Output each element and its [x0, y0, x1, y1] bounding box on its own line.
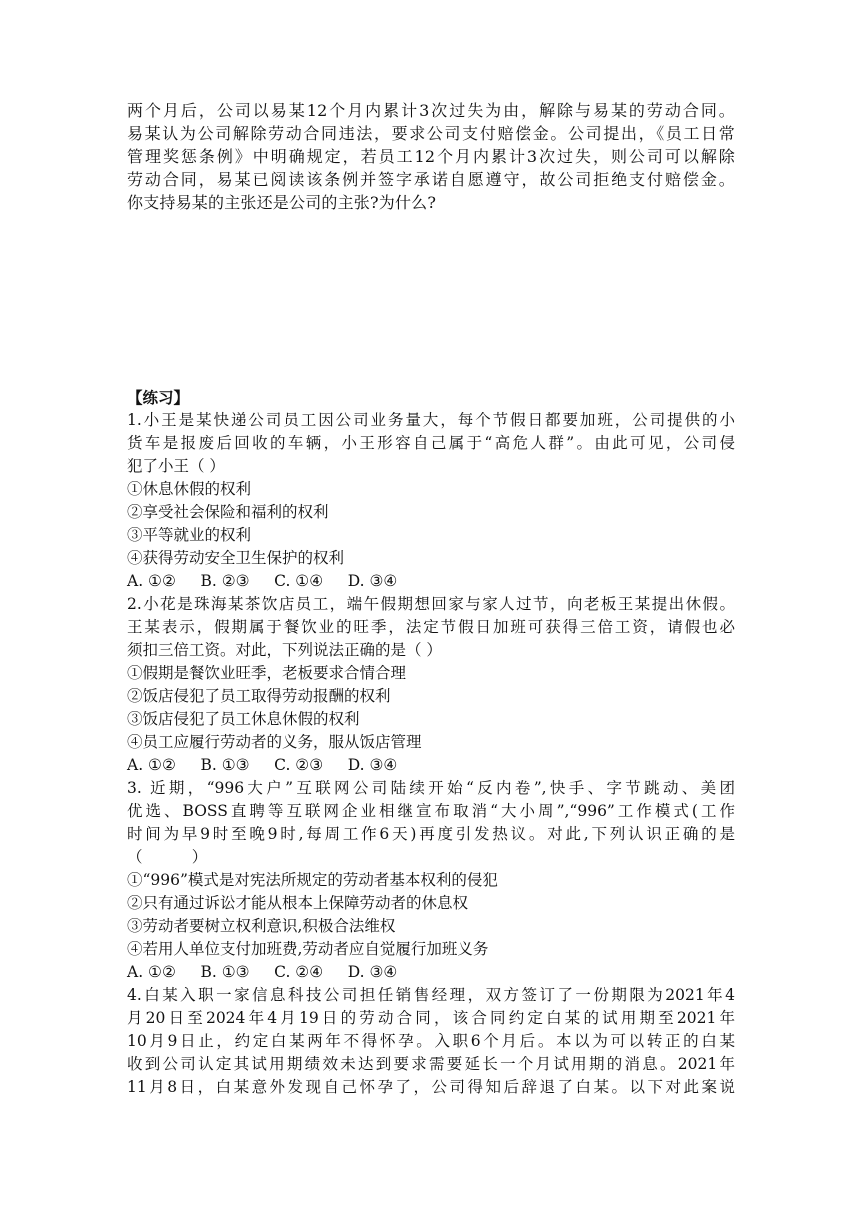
- intro-question: 你支持易某的主张还是公司的主张?为什么?: [127, 193, 437, 212]
- q4-stem-line-4: 收到公司认定其试用期绩效未达到要求需要延长一个月试用期的消息。2021年: [127, 1055, 735, 1073]
- q3-item-2: ②只有通过诉讼才能从根本上保障劳动者的休息权: [127, 894, 469, 912]
- q2-options: A. ①② B. ①③ C. ②③ D. ③④: [127, 756, 398, 774]
- q3-stem-line-1: 3. 近期，“996大户”互联网公司陆续开始“反内卷”,快手、字节跳动、美团: [127, 779, 735, 797]
- q1-options: A. ①② B. ②③ C. ①④ D. ③④: [127, 572, 398, 590]
- q2-item-2: ②饭店侵犯了员工取得劳动报酬的权利: [127, 687, 391, 705]
- q4-stem-line-5: 11月8日，白某意外发现自己怀孕了，公司得知后辞退了白某。以下对此案说: [127, 1078, 735, 1096]
- q2-stem-line-3: 须扣三倍工资。对此，下列说法正确的是（ ）: [127, 641, 442, 659]
- q2-stem-line-2: 王某表示，假期属于餐饮业的旺季，法定节假日加班可获得三倍工资，请假也必: [127, 618, 735, 636]
- q2-item-4: ④员工应履行劳动者的义务，服从饭店管理: [127, 733, 422, 751]
- question-3: [127, 777, 735, 984]
- q3-stem-line-3: 时间为早9时至晚9时,每周工作6天)再度引发热议。对此,下列认识正确的是: [127, 825, 735, 843]
- intro-case: [127, 99, 735, 214]
- q3-options: A. ①② B. ①③ C. ②④ D. ③④: [127, 963, 398, 981]
- q3-item-4: ④若用人单位支付加班费,劳动者应自觉履行加班义务: [127, 940, 489, 958]
- q2-item-1: ①假期是餐饮业旺季，老板要求合情合理: [127, 664, 407, 682]
- q4-stem-line-3: 10月9日止，约定白某两年不得怀孕。入职6个月后。本以为可以转正的白某: [127, 1032, 735, 1050]
- q3-stem-line-2: 优选、BOSS直聘等互联网企业相继宣布取消“大小周”,“996”工作模式(工作: [127, 802, 735, 820]
- q4-stem-line-1: 4.白某入职一家信息科技公司担任销售经理，双方签订了一份期限为2021年4: [127, 986, 735, 1004]
- intro-line-3: 管理奖惩条例》中明确规定，若员工12个月内累计3次过失，则公司可以解除: [127, 147, 735, 166]
- q3-item-3: ③劳动者要树立权利意识,积极合法维权: [127, 917, 396, 935]
- q1-stem-line-2: 货车是报废后回收的车辆，小王形容自己属于“高危人群”。由此可见，公司侵: [127, 434, 735, 452]
- q1-item-3: ③平等就业的权利: [127, 526, 252, 544]
- question-4: [127, 984, 735, 1099]
- intro-line-2: 易某认为公司解除劳动合同违法，要求公司支付赔偿金。公司提出，《员工日常: [127, 124, 735, 143]
- question-2: [127, 593, 735, 777]
- q1-item-1: ①休息休假的权利: [127, 480, 252, 498]
- q2-item-3: ③饭店侵犯了员工休息休假的权利: [127, 710, 360, 728]
- question-1: [127, 409, 735, 593]
- q1-item-4: ④获得劳动安全卫生保护的权利: [127, 549, 345, 567]
- q3-stem-line-4: （ ）: [127, 848, 208, 866]
- q1-item-2: ②享受社会保险和福利的权利: [127, 503, 329, 521]
- q2-stem-line-1: 2.小花是珠海某茶饮店员工，端午假期想回家与家人过节，向老板王某提出休假。: [127, 595, 735, 613]
- practice-heading: 【练习】: [127, 388, 190, 407]
- intro-line-4: 劳动合同，易某已阅读该条例并签字承诺自愿遵守，故公司拒绝支付赔偿金。: [127, 170, 735, 189]
- q1-stem-line-1: 1.小王是某快递公司员工因公司业务量大，每个节假日都要加班，公司提供的小: [127, 411, 735, 429]
- q1-stem-line-3: 犯了小王（ ）: [127, 457, 225, 475]
- q4-stem-line-2: 月20日至2024年4月19日的劳动合同，该合同约定白某的试用期至2021年: [127, 1009, 735, 1027]
- q3-item-1: ①“996”模式是对宪法所规定的劳动者基本权利的侵犯: [127, 871, 498, 889]
- practice-section: [127, 386, 735, 1099]
- intro-line-1: 两个月后，公司以易某12个月内累计3次过失为由，解除与易某的劳动合同。: [127, 101, 735, 120]
